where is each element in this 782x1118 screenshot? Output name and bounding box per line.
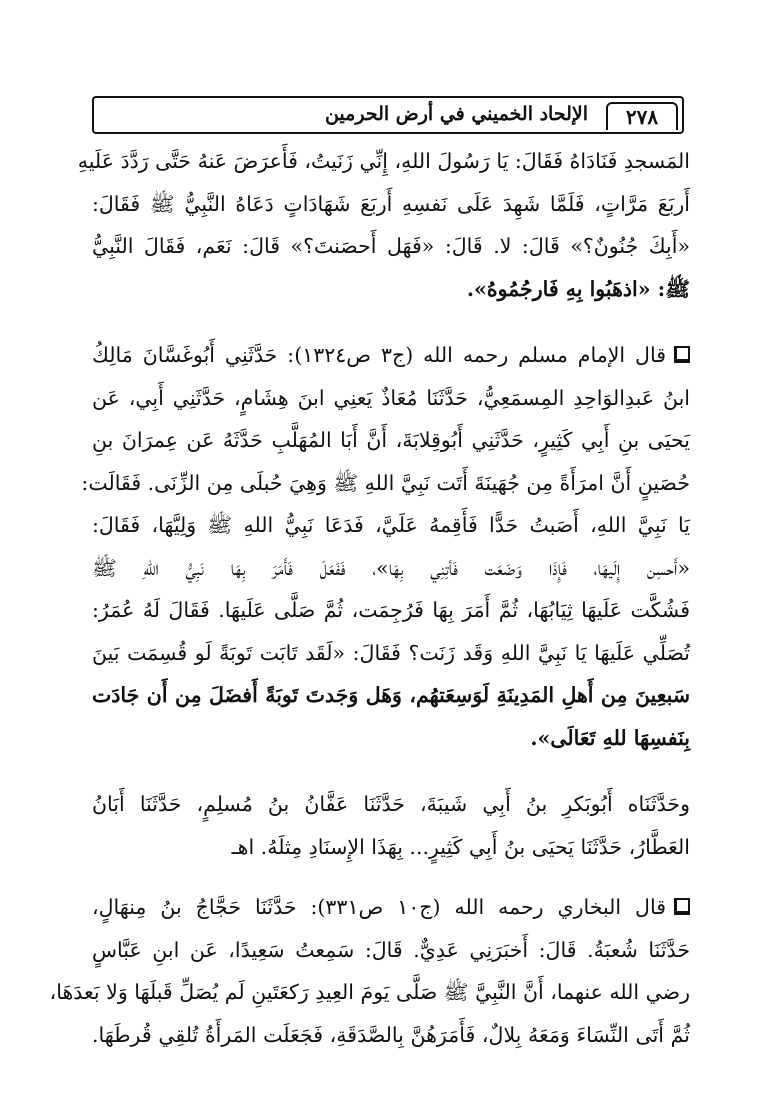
text-line: أَربَعَ مَرَّاتٍ، فَلَمَّا شَهِدَ عَلَى نَفسِهِ أَربَعَ شَهَادَاتٍ دَعَاهُ النَّبِيُّ ﷺ فَقَالَ: — [92, 191, 690, 216]
page-number: ٢٧٨ — [606, 102, 678, 130]
text-line: حُصَينٍ أَنَّ امرَأَةً مِن جُهَينَةَ أَتَت نَبِيَّ اللهِ ﷺ وَهِيَ حُبلَى مِن الزِّنَى. فَقَالَت: — [81, 470, 690, 495]
square-marker-icon — [674, 346, 690, 363]
text-line: بِنَفسِهَا للهِ تَعَالَى». — [530, 725, 690, 750]
text-line-first — [92, 886, 690, 929]
running-header — [92, 96, 684, 134]
paragraph-muslim-narration — [81, 334, 690, 759]
text-line: يَا نَبِيَّ اللهِ، أَصَبتُ حَدًّا فَأَقِمهُ عَلَيَّ، فَدَعَا نَبِيُّ اللهِ ﷺ وَلِيَّهَا، فَقَالَ: — [92, 513, 690, 537]
text-line: قال البخاري رحمه الله (ج١٠ ص٣٣١): حَدَّثَنَا حَجَّاجُ بنُ مِنهَالٍ، — [92, 895, 666, 919]
text-line: وحَدَّثَنَاه أَبُوبَكرِ بنُ أَبِي شَيبَةَ، حَدَّثَنَا عَفَّانُ بنُ مُسلِمٍ، حَدَّثَنَا أَبَانُ — [92, 792, 690, 816]
paragraph-continuation — [77, 140, 690, 310]
text-line: العَطَّارُ، حَدَّثَنَا يَحيَى بنُ أَبِي كَثِيرٍ... بِهَذَا الإِسنَادِ مِثلَهُ. اهـ — [231, 834, 690, 859]
text-line: ابنُ عَبدِالوَاحِدِ المِسمَعِيُّ، حَدَّثَنَا مُعَاذٌ يَعنِي ابنَ هِشَامٍ، حَدَّثَنِي أَبِي، عَن — [92, 385, 690, 410]
text-line: المَسجدِ فَنَادَاهُ فَقَالَ: يَا رَسُولَ اللهِ، إِنِّي زَنَيتُ، فَأَعرَضَ عَنهُ حَتَّى رَدَّدَ عَلَيهِ — [77, 149, 690, 173]
text-line: حَدَّثَنَا شُعبَةُ. قَالَ: أَخبَرَنِي عَدِيٌّ. قَالَ: سَمِعتُ سَعِيدًا، عَن ابنِ عَبَّاسٍ — [92, 937, 690, 962]
text-line: فَشُكَّت عَلَيهَا ثِيَابُهَا، ثُمَّ أَمَرَ بِهَا فَرُجِمَت، ثُمَّ صَلَّى عَلَيهَا. فَقَالَ لَهُ عُمَرُ: — [92, 598, 690, 622]
text-line: رضي الله عنهما، أَنَّ النَّبِيَّ ﷺ صَلَّى يَومَ العِيدِ رَكعَتَينِ لَم يُصَلِّ قَبلَهَا وَلا بَعدَهَا، — [49, 980, 690, 1004]
text-line: ﷺ: «اذهَبُوا بِهِ فَارجُمُوهُ». — [466, 276, 690, 301]
text-line: يَحيَى بنِ أَبِي كَثِيرٍ، حَدَّثَنِي أَبُوقِلابَةَ، أَنَّ أَبَا المُهَلَّبِ حَدَّثَهُ عَن عِمرَانَ بنِ — [92, 428, 690, 452]
paragraph-bukhari-narration — [49, 886, 690, 1056]
text-line: ثُمَّ أَتَى النِّسَاءَ وَمَعَهُ بِلالٌ، فَأَمَرَهُنَّ بِالصَّدَقَةِ، فَجَعَلَت المَرأَةُ تُلقِي قُرطَهَا. — [92, 1022, 690, 1047]
text-line-first — [92, 334, 690, 377]
square-marker-icon — [674, 898, 690, 915]
paragraph-second-chain — [92, 783, 690, 868]
text-line: سَبعِينَ مِن أَهلِ المَدِينَةِ لَوَسِعَتهُم، وَهَل وَجَدتَ تَوبَةً أَفضَلَ مِن أَن جَادَت — [92, 683, 690, 707]
text-line: «أَبِكَ جُنُونٌ؟» قَالَ: لا. قَالَ: «فَهَل أَحصَنتَ؟» قَالَ: نَعَم، فَقَالَ النَّبِيُّ — [92, 234, 690, 258]
text-line: «أَحسِن إِلَيهَا، فَإِذَا وَضَعَت فَأتِنِي بِهَا»، فَفَعَلَ فَأَمَرَ بِهَا نَبِيُّ اللهِ ﷺ — [92, 555, 690, 580]
page-body — [49, 140, 690, 1056]
text-line: قال الإمام مسلم رحمه الله (ج٣ ص١٣٢٤): حَدَّثَنِي أَبُوغَسَّانَ مَالِكُ — [92, 343, 666, 367]
text-line: تُصَلِّي عَلَيهَا يَا نَبِيَّ اللهِ وَقَد زَنَت؟ فَقَالَ: «لَقَد تَابَت تَوبَةً لَو قُسِمَت بَينَ — [92, 640, 690, 665]
book-title: الإلحاد الخميني في أرض الحرمين — [324, 103, 588, 125]
